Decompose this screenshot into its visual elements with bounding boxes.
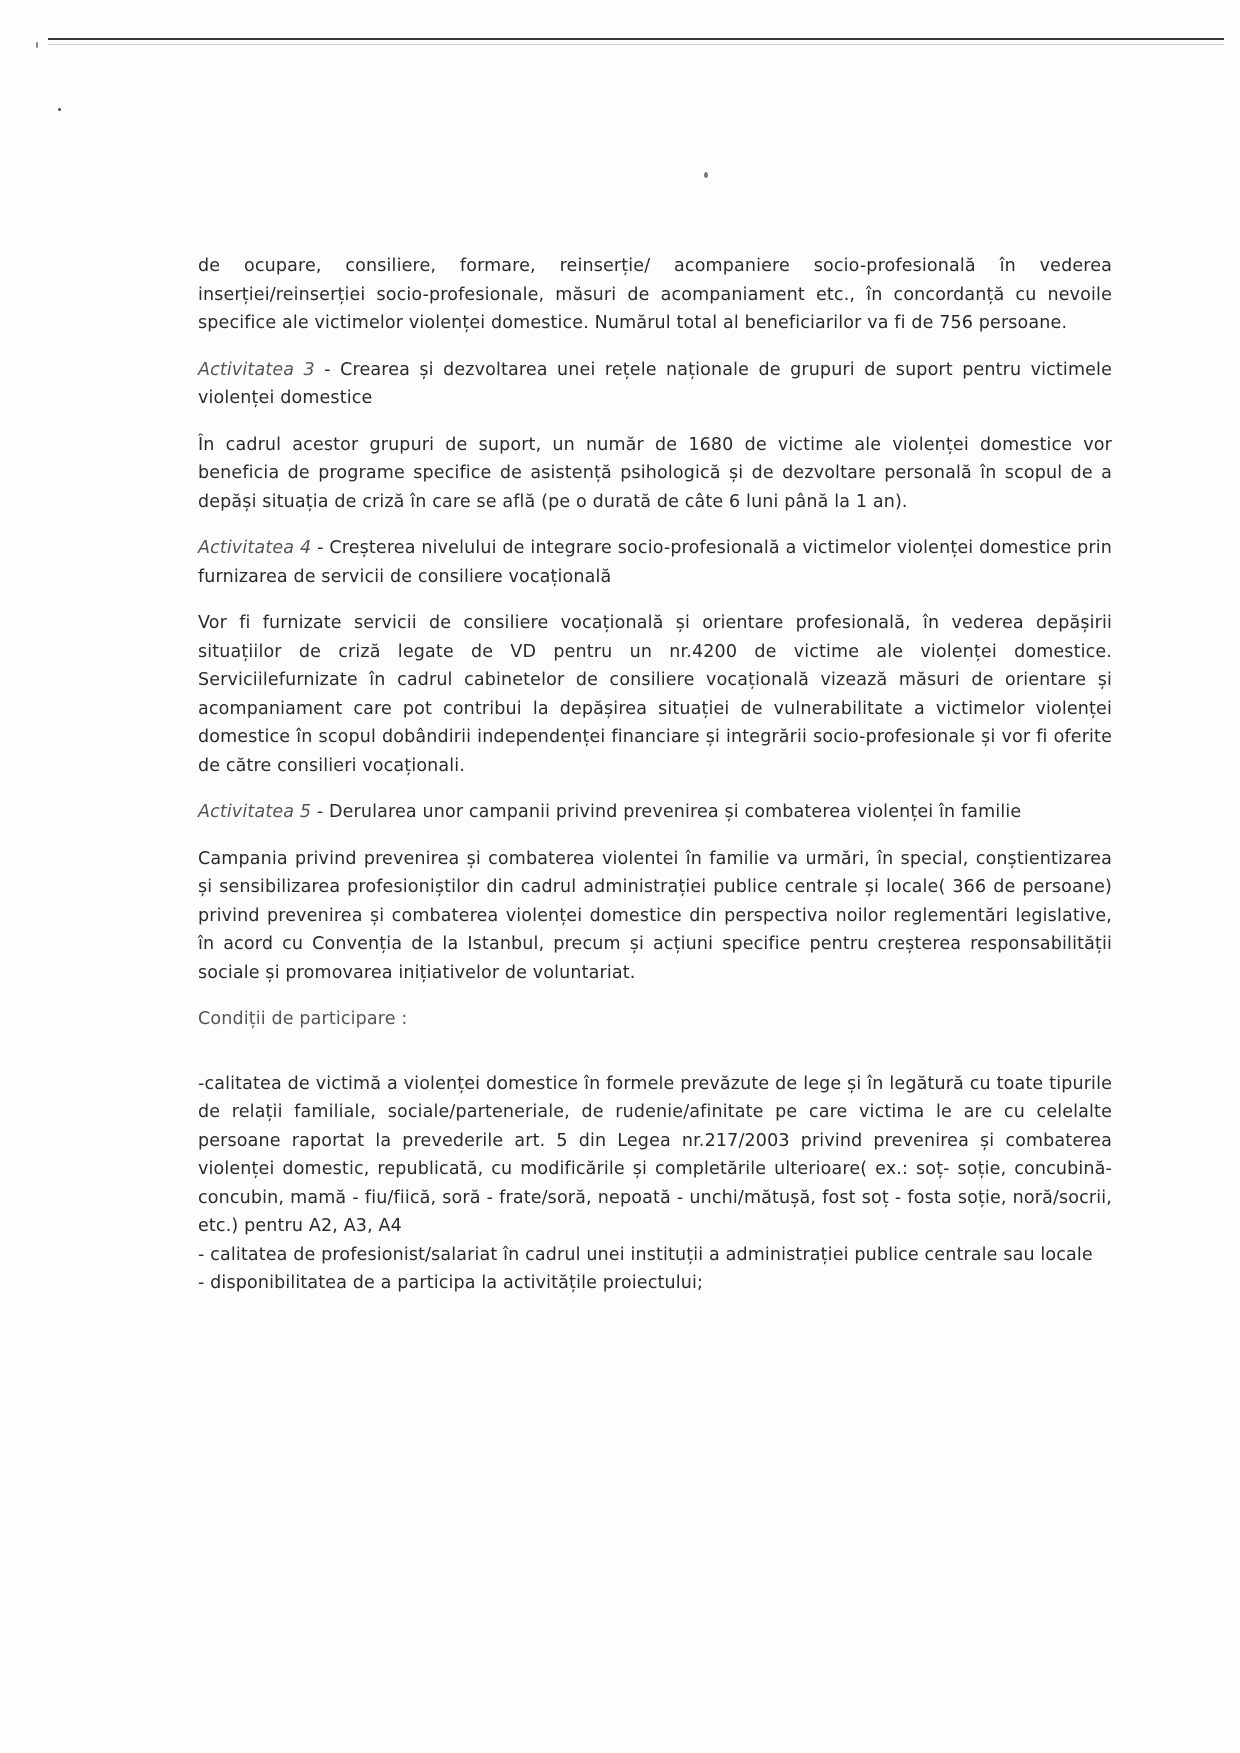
- activity-5-heading: [198, 798, 1112, 827]
- activity-5-label: Activitatea 5: [198, 802, 312, 822]
- condition-item: - calitatea de profesionist/salariat în cadrul unei instituții a administrației publice centrale sau locale: [198, 1244, 1093, 1265]
- scan-speck: [36, 42, 38, 48]
- activity-4-label: Activitatea 4: [198, 538, 312, 558]
- activity-4-heading: [198, 534, 1112, 591]
- header-rule-shadow: [48, 44, 1224, 45]
- activity-5-body: Campania privind prevenirea și combaterea violentei în familie va urmări, în special, conștientizarea și sensibilizarea profesioniștilor din cadrul administrației publice centrale și locale( 366 de persoane) privind prevenirea și combaterea violenței domestice din perspectiva noilor reglementări legislative, în acord cu Convenția de la Istanbul, precum și acțiuni specifice pentru creșterea responsabilității sociale și promovarea inițiativelor de voluntariat.: [198, 848, 1112, 983]
- scan-speck: [58, 108, 61, 111]
- activity-4-title: - Creșterea nivelului de integrare socio-profesională a victimelor violenței domestice prin furnizarea de servicii de consiliere vocațională: [198, 538, 1113, 587]
- conditions-title: Condiții de participare :: [198, 1009, 408, 1029]
- activity-5-title: - Derularea unor campanii privind prevenirea și combaterea violenței în familie: [311, 802, 1022, 822]
- scan-speck: [704, 172, 708, 178]
- intro-paragraph: de ocupare, consiliere, formare, reinserție/ acompaniere socio-profesională în vederea inserției/reinserției socio-profesionale, măsuri de acompaniament etc., în concordanță cu nevoile specifice ale victimelor violenței domestice. Numărul total al beneficiarilor va fi de 756 persoane.: [198, 256, 1112, 333]
- header-rule: [48, 38, 1224, 40]
- document-body: [198, 252, 1112, 1298]
- condition-item: - disponibilitatea de a participa la activitățile proiectului;: [198, 1273, 704, 1293]
- activity-4-body: Vor fi furnizate servicii de consiliere vocațională și orientare profesională, în vederea depășirii situațiilor de criză legate de VD pentru un nr.4200 de victime ale violenței domestice. Serviciilefurnizate în cadrul cabinetelor de consiliere vocațională vizează măsuri de orientare și acompaniament care pot contribui la depășirea situației de vulnerabilitate a victimelor violenței domestice în scopul dobândirii independenței financiare și integrării socio-profesionale și vor fi oferite de către consilieri vocaționali.: [198, 613, 1112, 776]
- condition-item: -calitatea de victimă a violenței domestice în formele prevăzute de lege și în legătură cu toate tipurile de relații familiale, sociale/parteneriale, de rudenie/afinitate pe care victima le are cu celelalte persoane raportat la prevederile art. 5 din Legea nr.217/2003 privind prevenirea și combaterea violenței domestic, republicată, cu modificările și completările ulterioare( ex.: soț- soție, concubină- concubin, mamă - fiu/fiică, soră - frate/soră, nepoată - unchi/mătușă, fost soț - fosta soție, noră/socrii, etc.) pentru A2, A3, A4: [198, 1073, 1112, 1236]
- activity-3-body: În cadrul acestor grupuri de suport, un număr de 1680 de victime ale violenței domestice vor beneficia de programe specifice de asistență psihologică și de dezvoltare personală în scopul de a depăși situația de criză în care se află (pe o durată de câte 6 luni până la 1 an).: [198, 434, 1112, 512]
- activity-3-heading: [198, 356, 1112, 413]
- activity-3-label: Activitatea 3: [198, 359, 315, 380]
- activity-3-title: - Crearea și dezvoltarea unei rețele naționale de grupuri de suport pentru victimele violenței domestice: [198, 359, 1112, 408]
